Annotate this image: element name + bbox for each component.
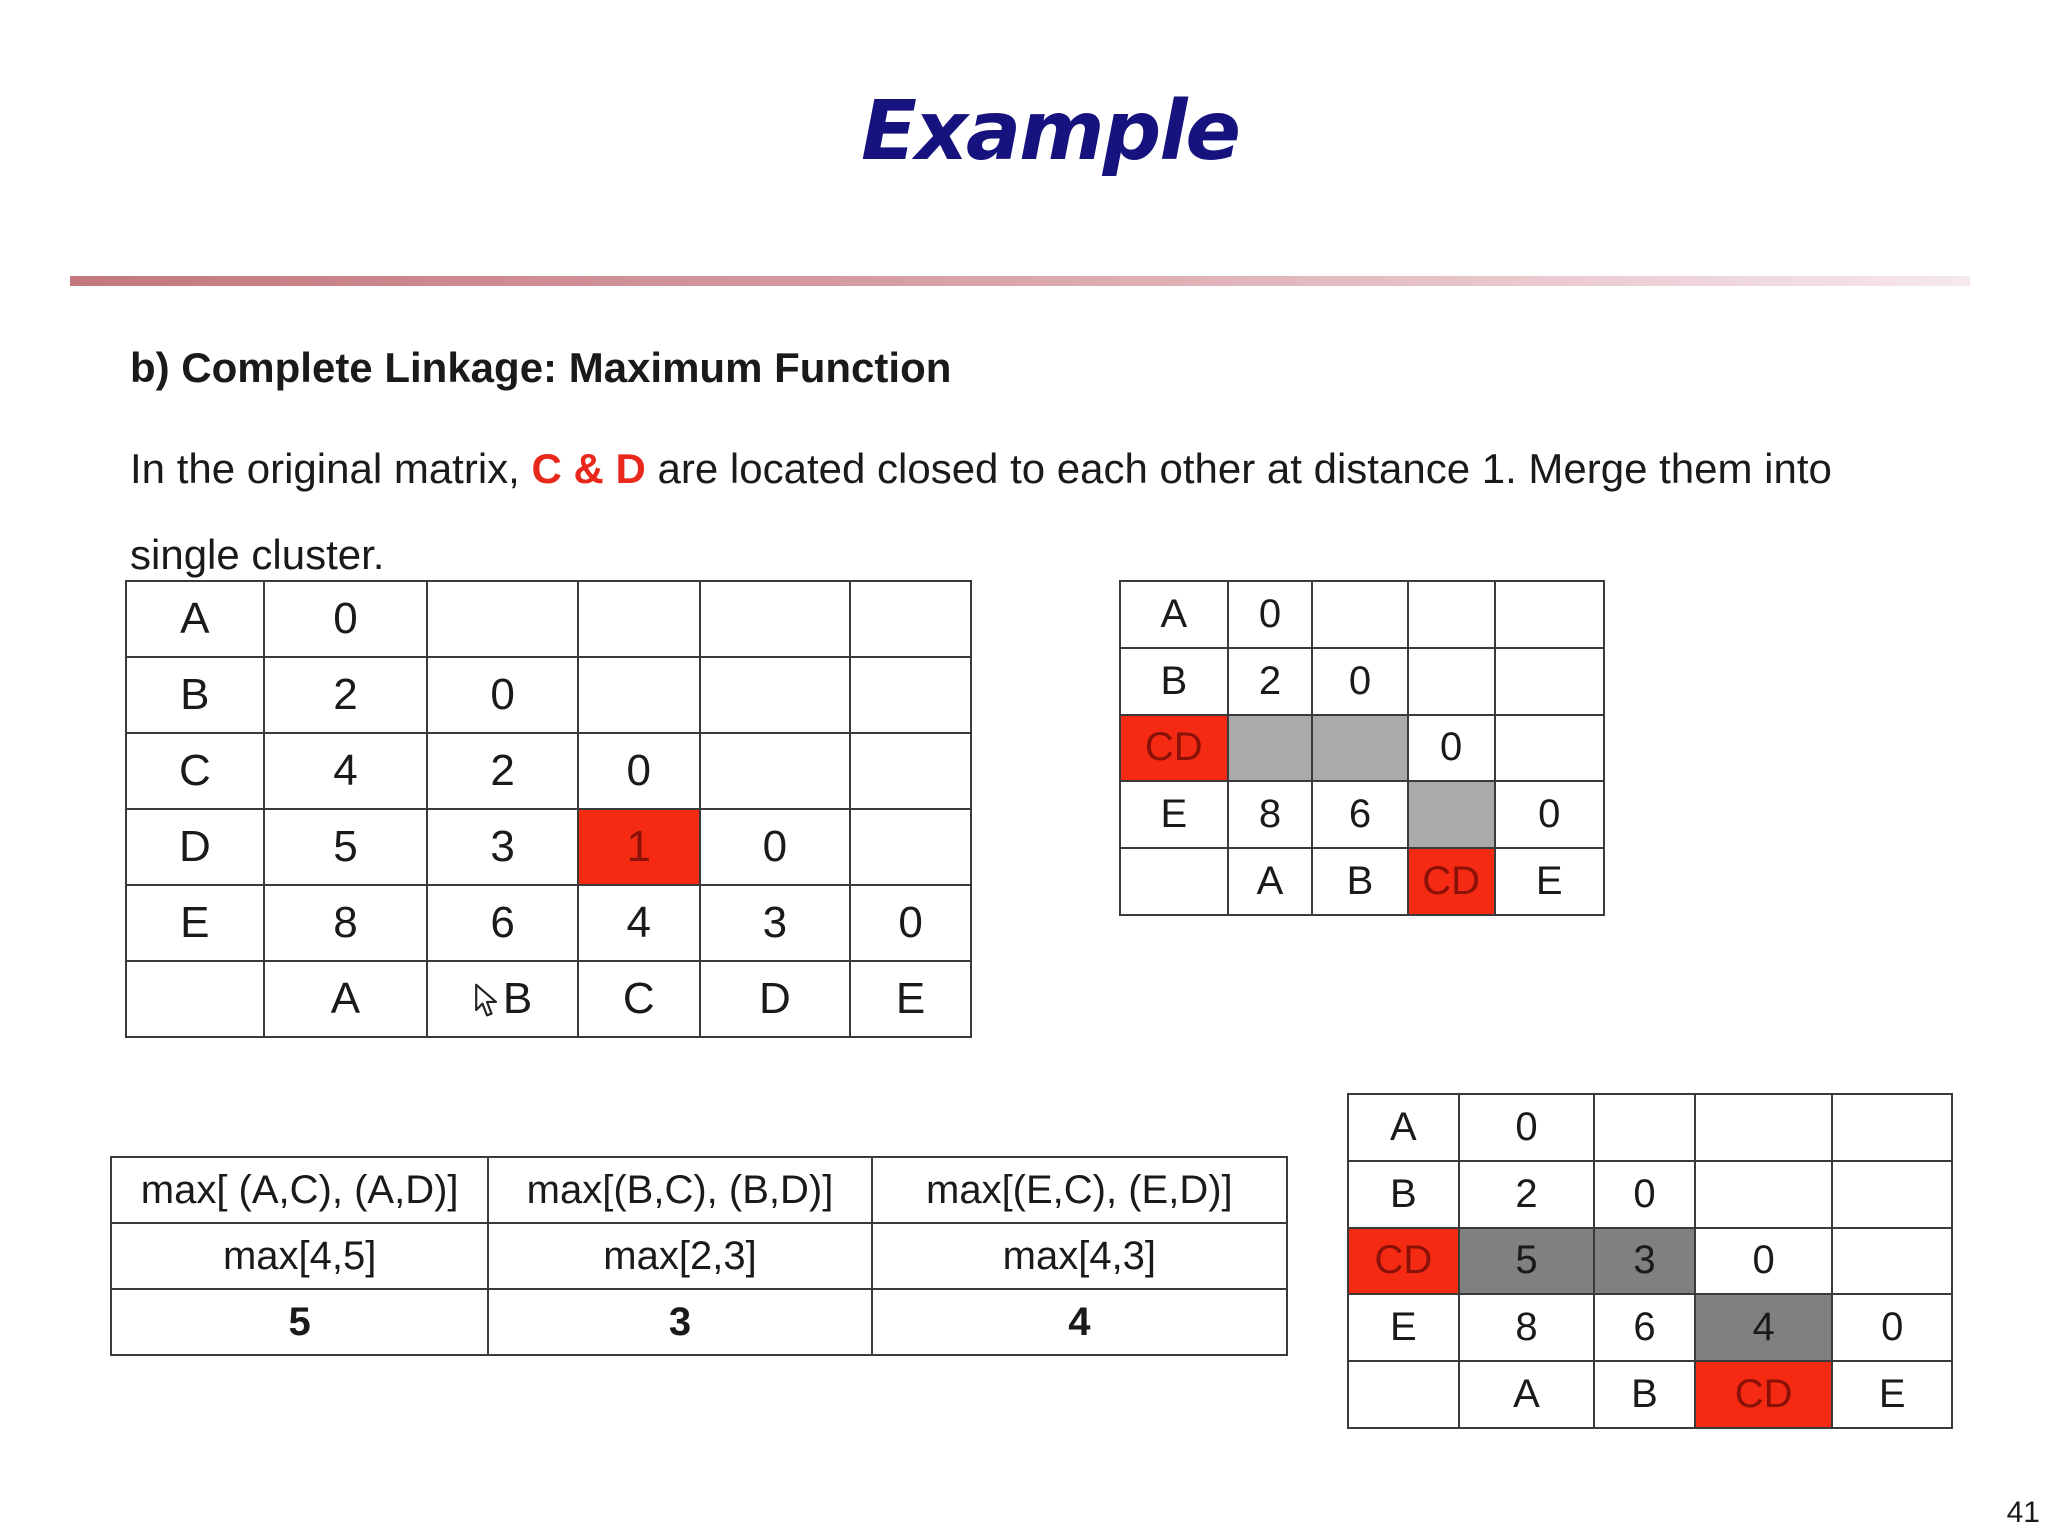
result-cell: 5 [111,1289,488,1355]
column-label [126,961,264,1037]
matrix-cell: 5 [264,809,428,885]
table-row [1120,581,1604,648]
slide-title: Example [860,84,1240,179]
formula-cell: max[(B,C), (B,D)] [488,1157,871,1223]
matrix-cell: 8 [264,885,428,961]
matrix-cell: 0 [427,657,578,733]
matrix-cell [1832,1161,1952,1228]
matrix-cell: 0 [1594,1161,1695,1228]
result-cell: 4 [872,1289,1287,1355]
row-label: E [126,885,264,961]
matrix-cell [1312,581,1408,648]
matrix-cell [850,733,971,809]
table-row [1348,1361,1952,1428]
matrix-cell [1832,1228,1952,1295]
mouse-pointer-icon [473,983,501,1019]
updated-cell: 5 [1459,1228,1594,1295]
matrix-cell: 3 [700,885,851,961]
formula-cell: max[ (A,C), (A,D)] [111,1157,488,1223]
matrix-cell [1408,648,1495,715]
matrix-cell: 4 [578,885,700,961]
matrix-cell [578,657,700,733]
table-row [111,1223,1287,1289]
values-cell: max[4,5] [111,1223,488,1289]
table-row [126,581,971,657]
matrix-cell [1495,581,1604,648]
matrix-cell: 0 [1312,648,1408,715]
matrix-cell [578,581,700,657]
result-cell: 3 [488,1289,871,1355]
matrix-cell: 2 [1228,648,1313,715]
matrix-cell: 8 [1228,781,1313,848]
matrix-cell: 8 [1459,1294,1594,1361]
table-row [126,733,971,809]
matrix-cell: 0 [850,885,971,961]
matrix-cell [700,657,851,733]
page-number: 41 [2006,1496,2040,1529]
merged-cluster-label: CD [1695,1361,1833,1428]
title-divider [70,276,1970,286]
row-label: A [1120,581,1228,648]
description-text-after: are located closed to each other at distance 1. Merge them into single cluster. [130,445,1832,578]
column-label: B [1594,1361,1695,1428]
matrix-cell: 0 [1459,1094,1594,1161]
matrix-cell [427,581,578,657]
matrix-cell: 2 [264,657,428,733]
values-cell: max[4,3] [872,1223,1287,1289]
column-label: E [850,961,971,1037]
table-row [1120,848,1604,915]
matrix-cell: 0 [264,581,428,657]
column-label: D [700,961,851,1037]
row-label: D [126,809,264,885]
description-text-before: In the original matrix, [130,445,532,492]
column-label [1348,1361,1459,1428]
merged-cluster-label: CD [1408,848,1495,915]
matrix-cell: 4 [264,733,428,809]
pending-cell [1228,715,1313,782]
table-row [126,885,971,961]
merged-matrix-result [1347,1093,1953,1429]
column-label: A [264,961,428,1037]
max-computation-table [110,1156,1288,1356]
column-label: E [1832,1361,1952,1428]
row-label: A [126,581,264,657]
column-label [1120,848,1228,915]
merged-matrix-pending [1119,580,1605,916]
matrix-cell: 0 [1832,1294,1952,1361]
column-label: A [1459,1361,1594,1428]
matrix-cell: 6 [1312,781,1408,848]
matrix-cell [850,657,971,733]
description-paragraph [130,426,1920,598]
table-row [1348,1161,1952,1228]
row-label: A [1348,1094,1459,1161]
table-row [1120,715,1604,782]
matrix-cell [850,809,971,885]
column-label-text: B [502,974,533,1023]
table-row [126,657,971,733]
row-label: B [126,657,264,733]
table-row [111,1289,1287,1355]
matrix-cell [1594,1094,1695,1161]
column-label: E [1495,848,1604,915]
matrix-cell: 0 [1495,781,1604,848]
table-row [126,961,971,1037]
matrix-cell: 0 [1408,715,1495,782]
column-label: A [1228,848,1313,915]
merged-cluster-label: CD [1348,1228,1459,1295]
section-heading: b) Complete Linkage: Maximum Function [130,344,952,391]
column-label: C [578,961,700,1037]
pending-cell [1312,715,1408,782]
matrix-cell [1832,1094,1952,1161]
matrix-cell [700,581,851,657]
table-row [126,809,971,885]
matrix-cell [1495,648,1604,715]
table-row [1348,1094,1952,1161]
matrix-cell: 0 [578,733,700,809]
row-label: E [1348,1294,1459,1361]
table-row [1120,648,1604,715]
row-label: E [1120,781,1228,848]
matrix-cell [1408,581,1495,648]
matrix-cell: 2 [427,733,578,809]
row-label: B [1348,1161,1459,1228]
matrix-cell: 2 [1459,1161,1594,1228]
matrix-cell [850,581,971,657]
min-distance-cell: 1 [578,809,700,885]
merged-cluster-label: CD [1120,715,1228,782]
matrix-cell [700,733,851,809]
matrix-cell: 6 [1594,1294,1695,1361]
column-label [427,961,578,1037]
highlight-text: C & D [531,445,646,492]
matrix-cell: 0 [1695,1228,1833,1295]
table-row [1348,1228,1952,1295]
matrix-cell [1695,1094,1833,1161]
row-label: B [1120,648,1228,715]
table-row [1120,781,1604,848]
matrix-cell: 3 [427,809,578,885]
formula-cell: max[(E,C), (E,D)] [872,1157,1287,1223]
matrix-cell [1495,715,1604,782]
column-label: B [1312,848,1408,915]
pending-cell [1408,781,1495,848]
original-distance-matrix [125,580,972,1038]
matrix-cell: 6 [427,885,578,961]
values-cell: max[2,3] [488,1223,871,1289]
matrix-cell [1695,1161,1833,1228]
table-row [111,1157,1287,1223]
table-row [1348,1294,1952,1361]
row-label: C [126,733,264,809]
updated-cell: 4 [1695,1294,1833,1361]
updated-cell: 3 [1594,1228,1695,1295]
matrix-cell: 0 [700,809,851,885]
matrix-cell: 0 [1228,581,1313,648]
